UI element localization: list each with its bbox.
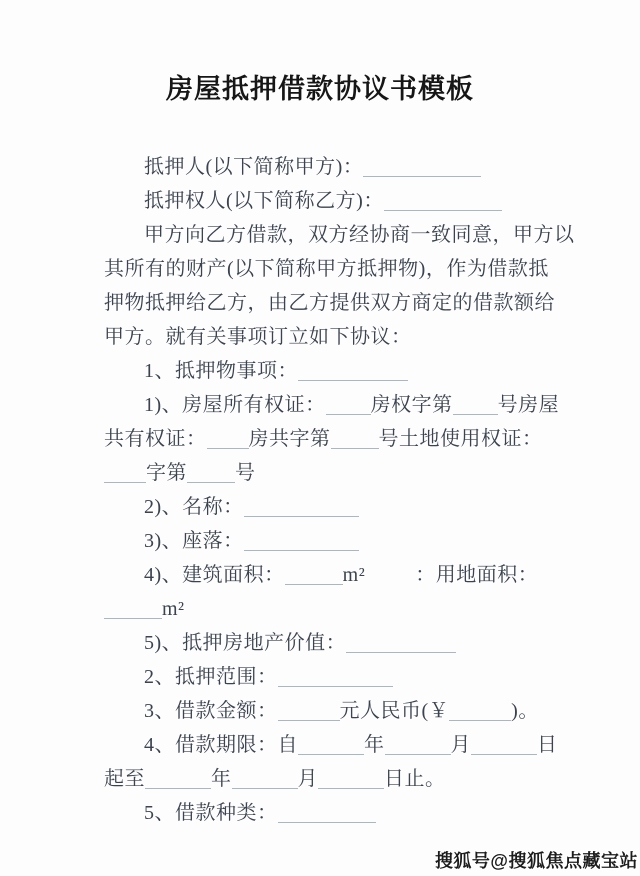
blank-underline (278, 668, 393, 687)
blank-underline (363, 158, 481, 177)
intro-text: 押物抵押给乙方，由乙方提供双方商定的借款额给 (104, 292, 555, 314)
blank-underline (326, 396, 371, 415)
line-type (104, 796, 566, 830)
term-text: 日止。 (384, 768, 446, 790)
line-area-2 (104, 592, 566, 626)
blank-underline (232, 770, 298, 789)
blank-underline (187, 464, 235, 483)
term-text: 月 (450, 734, 471, 756)
cert-text: 共有权证： (104, 428, 207, 450)
cert-text: 号房屋 (497, 394, 560, 416)
blank-underline (285, 566, 343, 585)
party-b-label: 抵押权人(以下简称乙方)： (144, 190, 384, 212)
amount-text: )。 (511, 700, 539, 722)
cert-text: 房共字第 (248, 428, 331, 450)
blank-underline (104, 464, 146, 483)
term-text: 年 (364, 734, 385, 756)
name-label: 2)、名称： (144, 496, 244, 518)
line-name (104, 490, 566, 524)
item1-label: 1、抵押物事项： (144, 360, 298, 382)
blank-underline (318, 770, 384, 789)
line-amount (104, 694, 566, 728)
cert-text: 号土地使用权证： (378, 428, 543, 450)
blank-underline (244, 498, 359, 517)
document-title: 房屋抵押借款协议书模板 (166, 74, 474, 104)
land-area-label: 用地面积： (435, 564, 539, 586)
blank-underline (384, 192, 502, 211)
area-unit: m² (342, 564, 366, 586)
blank-underline (278, 702, 340, 721)
cert-text: 字第 (146, 462, 187, 484)
blank-underline (331, 430, 379, 449)
term-text: 4、借款期限：自 (144, 734, 298, 756)
line-intro-3 (104, 286, 566, 320)
line-intro-1 (104, 218, 575, 252)
area-label: 4)、建筑面积： (144, 564, 285, 586)
amount-text: 3、借款金额： (144, 700, 278, 722)
blank-underline (453, 396, 498, 415)
line-location (104, 524, 566, 558)
term-text: 月 (297, 768, 318, 790)
line-party-b (104, 184, 566, 218)
area-separator: ： (415, 564, 436, 586)
line-cert-2 (104, 422, 566, 456)
blank-underline (207, 430, 249, 449)
party-a-label: 抵押人(以下简称甲方)： (144, 156, 364, 178)
cert-text: 1)、房屋所有权证： (144, 394, 326, 416)
line-intro-2 (104, 252, 566, 286)
blank-underline (346, 634, 456, 653)
blank-underline (298, 736, 364, 755)
scope-label: 2、抵押范围： (144, 666, 278, 688)
blank-underline (278, 804, 376, 823)
location-label: 3)、座落： (144, 530, 244, 552)
line-intro-4 (104, 320, 566, 354)
blank-underline (471, 736, 537, 755)
line-area-1 (104, 558, 566, 592)
blank-underline (298, 362, 408, 381)
line-value (104, 626, 566, 660)
term-text: 起至 (104, 768, 145, 790)
cert-text: 房权字第 (370, 394, 453, 416)
line-term-1 (104, 728, 566, 762)
line-cert-1 (104, 388, 566, 422)
blank-underline (145, 770, 211, 789)
intro-text: 甲方。就有关事项订立如下协议： (104, 326, 412, 348)
cert-text: 号 (235, 462, 256, 484)
line-scope (104, 660, 566, 694)
area-unit: m² (162, 598, 185, 620)
term-text: 日 (537, 734, 558, 756)
line-cert-3 (104, 456, 566, 490)
type-label: 5、借款种类： (144, 802, 278, 824)
line-party-a (104, 150, 566, 184)
sohu-watermark: 搜狐号@搜狐焦点藏宝站 (434, 851, 638, 871)
term-text: 年 (211, 768, 232, 790)
document-body (104, 150, 575, 830)
intro-text: 其所有的财产(以下简称甲方抵押物)，作为借款抵 (104, 258, 549, 280)
blank-underline (385, 736, 451, 755)
line-item1 (104, 354, 566, 388)
line-term-2 (104, 762, 566, 796)
intro-text: 甲方向乙方借款，双方经协商一致同意，甲方以 (144, 224, 575, 246)
blank-underline (244, 532, 359, 551)
amount-text: 元人民币(￥ (339, 700, 450, 722)
value-label: 5)、抵押房地产价值： (144, 632, 347, 654)
blank-underline (449, 702, 511, 721)
blank-underline (104, 600, 162, 619)
